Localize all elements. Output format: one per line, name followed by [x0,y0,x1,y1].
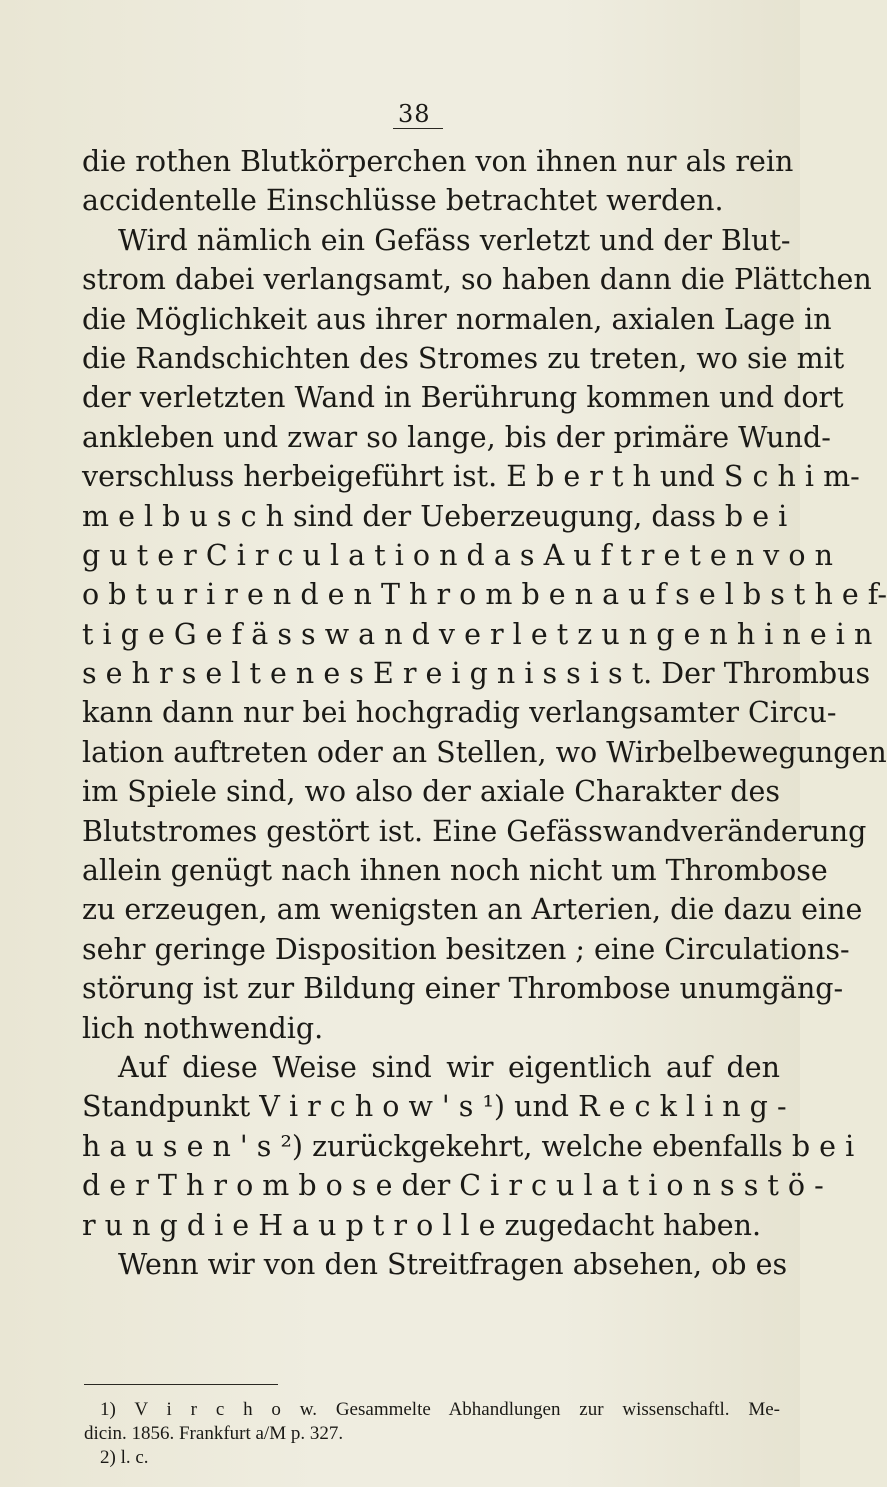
text-line: im Spiele sind, wo also der axiale Charakter des [82,775,780,809]
text-line: zu erzeugen, am wenigsten an Arterien, die dazu eine [82,893,863,927]
footnote-separator [84,1384,278,1385]
text-line: d e r T h r o m b o s e der C i r c u l a t i o n s s t ö - [82,1169,824,1203]
text-line: o b t u r i r e n d e n T h r o m b e n a u f s e l b s t h e f- [82,578,887,612]
text-line: lation auftreten oder an Stellen, wo Wirbelbewegungen [82,735,887,769]
text-line: s e h r s e l t e n e s E r e i g n i s s i s t. Der Thrombus [82,657,871,691]
footnote-line: dicin. 1856. Frankfurt a/M p. 327. [84,1423,344,1444]
text-line: accidentelle Einschlüsse betrachtet werden. [82,184,724,218]
page-number: 38 [398,100,431,128]
footnotes [84,1398,780,1470]
text-line: strom dabei verlangsamt, so haben dann die Plättchen [82,263,872,297]
text-line: sehr geringe Disposition besitzen ; eine Circulations- [82,932,850,966]
text-line: g u t e r C i r c u l a t i o n d a s A u f t r e t e n v o n [82,538,833,572]
text-line: lich nothwendig. [82,1011,324,1045]
text-line: Blutstromes gestört ist. Eine Gefässwandveränderung [82,814,867,848]
text-line: allein genügt nach ihnen noch nicht um Thrombose [82,854,828,888]
text-line: kann dann nur bei hochgradig verlangsamter Circu- [82,696,837,730]
text-line: t i g e G e f ä s s w a n d v e r l e t z u n g e n h i n e i n [82,617,873,651]
text-line: die Randschichten des Stromes zu treten, wo sie mit [82,341,845,375]
text-line: r u n g d i e H a u p t r o l l e zugedacht haben. [82,1208,762,1242]
footnote-line: 1) V i r c h o w. Gesammelte Abhandlungen zur wissenschaftl. Me- [100,1399,780,1420]
body-text [82,142,887,1284]
text-line: m e l b u s c h sind der Ueberzeugung, dass b e i [82,499,788,533]
text-line: Auf diese Weise sind wir eigentlich auf den [118,1050,780,1084]
text-line: Wird nämlich ein Gefäss verletzt und der Blut- [118,223,791,257]
text-line: ankleben und zwar so lange, bis der primäre Wund- [82,420,831,454]
footnote-line: 2) l. c. [100,1447,149,1468]
text-line: störung ist zur Bildung einer Thrombose unumgäng- [82,972,844,1006]
text-line: Wenn wir von den Streitfragen absehen, ob es [118,1247,788,1281]
text-line: verschluss herbeigeführt ist. E b e r t h und S c h i m- [82,460,860,494]
text-line: die rothen Blutkörperchen von ihnen nur als rein [82,145,794,178]
text-line: h a u s e n ' s ²) zurückgekehrt, welche ebenfalls b e i [82,1129,855,1163]
text-line: Standpunkt V i r c h o w ' s ¹) und R e c k l i n g - [82,1090,787,1124]
text-line: die Möglichkeit aus ihrer normalen, axialen Lage in [82,302,832,336]
page-number-rule [393,128,443,129]
text-line: der verletzten Wand in Berührung kommen und dort [82,381,844,415]
